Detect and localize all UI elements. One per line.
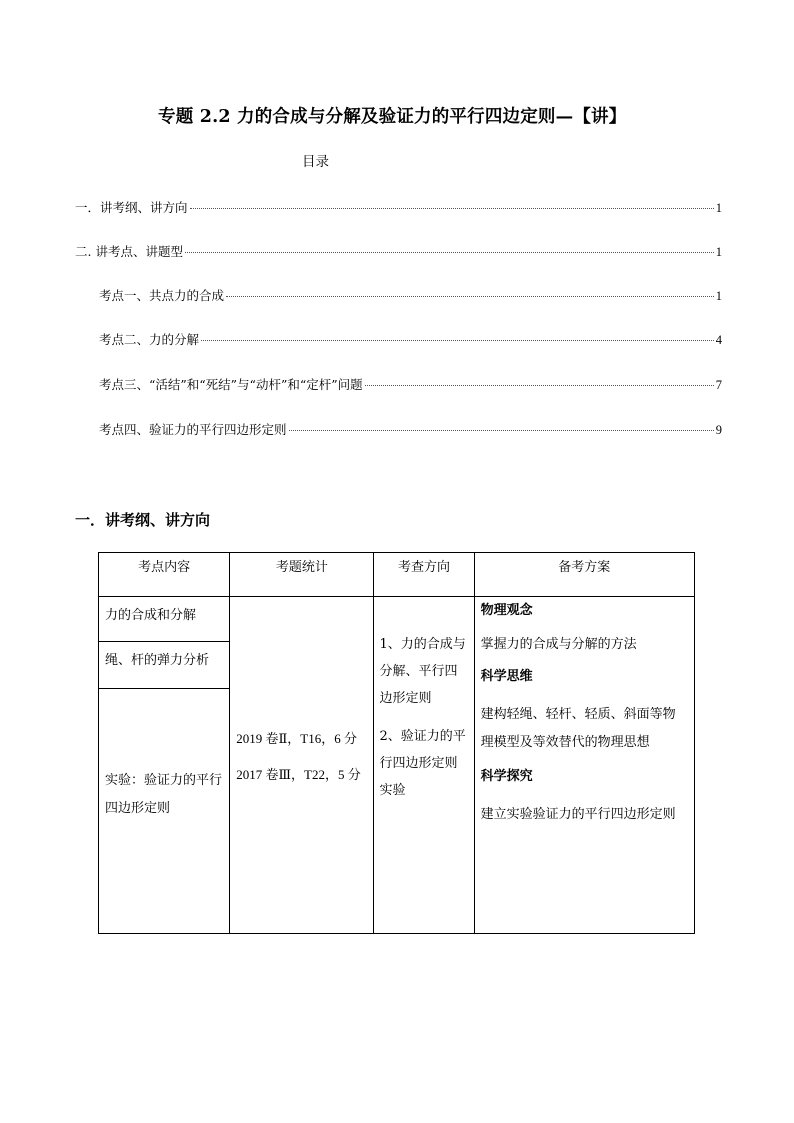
toc-entry-page: 9 <box>715 423 722 437</box>
document-title: 专题 2.2 力的合成与分解及验证力的平行四边定则—【讲】 <box>158 107 627 127</box>
plan-heading: 物理观念 <box>480 603 533 618</box>
toc-leader-dots <box>190 208 714 209</box>
column-header-plan: 备考方案 <box>474 553 694 597</box>
toc-entry[interactable] <box>99 286 722 306</box>
toc-leader-dots <box>185 252 714 253</box>
toc-entry-page: 1 <box>715 289 722 303</box>
toc-entry[interactable] <box>99 375 722 395</box>
toc-entry-label: 考点二、力的分解 <box>99 332 200 347</box>
plan-heading: 科学思维 <box>480 669 533 684</box>
plan-text: 建构轻绳、轻杆、轻质、斜面等物理模型及等效替代的物理思想 <box>480 707 676 750</box>
plan-text: 掌握力的合成与分解的方法 <box>480 637 637 652</box>
plan-text: 建立实验验证力的平行四边形定则 <box>480 807 676 822</box>
toc-entry-label: 二. 讲考点、讲题型 <box>75 244 183 259</box>
column-header-stats: 考题统计 <box>230 553 374 597</box>
toc-entry-page: 1 <box>715 201 722 215</box>
content-cell <box>99 642 230 689</box>
toc-entry-label: 一．讲考纲、讲方向 <box>75 200 188 215</box>
toc-leader-dots <box>226 296 714 297</box>
content-text: 力的合成和分解 <box>105 608 197 623</box>
toc-entry-label: 考点四、验证力的平行四边形定则 <box>99 422 287 437</box>
section-heading: 一．讲考纲、讲方向 <box>75 511 211 529</box>
toc-entry-label: 考点三、“活结”和“死结”与“动杆”和“定杆”问题 <box>99 377 363 392</box>
table-row <box>99 597 695 642</box>
column-header-content: 考点内容 <box>99 553 230 597</box>
toc-entry-label: 考点一、共点力的合成 <box>99 288 225 303</box>
exam-outline-table <box>98 552 695 934</box>
content-text: 实验：验证力的平行四边形定则 <box>105 773 223 816</box>
content-cell <box>99 689 230 934</box>
direction-cell <box>374 597 474 934</box>
content-text: 绳、杆的弹力分析 <box>105 653 210 668</box>
stat-line: 2017 卷Ⅲ，T22，5 分 <box>236 767 361 782</box>
toc-entry[interactable] <box>75 198 722 218</box>
toc-leader-dots <box>201 340 714 341</box>
toc-entry-page: 1 <box>715 245 722 259</box>
column-header-direction: 考查方向 <box>374 553 474 597</box>
toc-entry[interactable] <box>99 420 722 440</box>
plan-cell <box>474 597 694 934</box>
direction-line: 1、力的合成与分解、平行四边形定则 <box>379 637 466 706</box>
toc-entry[interactable] <box>75 242 722 262</box>
toc-entry-page: 7 <box>715 378 722 392</box>
stats-cell <box>230 597 374 934</box>
toc-leader-dots <box>289 430 714 431</box>
table-header-row <box>99 553 695 597</box>
toc-leader-dots <box>365 385 714 386</box>
toc-entry-page: 4 <box>715 333 722 347</box>
content-cell <box>99 597 230 642</box>
toc-entry[interactable] <box>99 330 722 350</box>
stat-line: 2019 卷Ⅱ，T16，6 分 <box>236 731 357 746</box>
plan-heading: 科学探究 <box>480 769 533 784</box>
direction-line: 2、验证力的平行四边形定则实验 <box>379 729 466 798</box>
toc-title: 目录 <box>302 154 329 170</box>
